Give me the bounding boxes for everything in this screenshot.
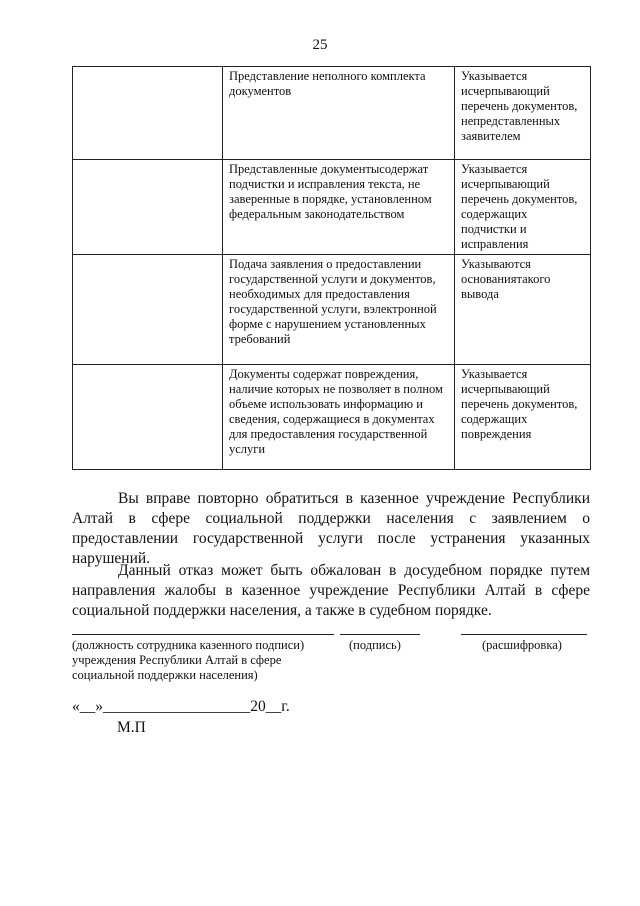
table-cell-reason: Представление неполного комплекта документов bbox=[223, 67, 455, 160]
page-number: 25 bbox=[312, 37, 328, 53]
table-cell-note: Указываются основаниятакого вывода bbox=[455, 255, 591, 365]
refusal-reasons-table bbox=[72, 66, 591, 470]
decode-signature-line bbox=[461, 634, 587, 635]
date-line: «__»___________________20__г. bbox=[72, 698, 290, 715]
signature-line bbox=[340, 634, 420, 635]
table-cell-note: Указывается исчерпывающий перечень документов, содержащих подчистки и исправления bbox=[455, 160, 591, 255]
position-signature-line bbox=[72, 634, 334, 635]
table-cell bbox=[73, 365, 223, 470]
table-row bbox=[73, 160, 591, 255]
table-cell bbox=[73, 67, 223, 160]
position-caption: (должность сотрудника казенного подписи) учреждения Республики Алтай в сфере социальной поддержки населения) bbox=[72, 638, 305, 682]
table-cell-reason: Подача заявления о предоставлении государственной услуги и документов, необходимых для предоставления государственной услуги, вэлектронной форме с нарушением установленных требований bbox=[223, 255, 455, 365]
table-cell-note: Указывается исчерпывающий перечень документов, содержащих повреждения bbox=[455, 365, 591, 470]
appeal-paragraph: Данный отказ может быть обжалован в досудебном порядке путем направления жалобы в казенное учреждение Республики Алтай в сфере социальной поддержки населения, а также в судебном порядке. bbox=[72, 562, 590, 619]
table-cell-note: Указывается исчерпывающий перечень документов, непредставленных заявителем bbox=[455, 67, 591, 160]
table-row bbox=[73, 255, 591, 365]
table-row bbox=[73, 67, 591, 160]
table-row bbox=[73, 365, 591, 470]
reapply-paragraph: Вы вправе повторно обратиться в казенное учреждение Республики Алтай в сфере социальной поддержки населения с заявлением о предоставлении государственной услуги после устранения указанных нарушений. bbox=[72, 490, 590, 567]
table-cell-reason: Представленные документысодержат подчистки и исправления текста, не заверенные в порядке, установленном федеральным законодательством bbox=[223, 160, 455, 255]
decode-caption: (расшифровка) bbox=[482, 638, 562, 652]
stamp-place: М.П bbox=[117, 719, 146, 736]
table-cell bbox=[73, 255, 223, 365]
table-cell bbox=[73, 160, 223, 255]
signature-caption: (подпись) bbox=[349, 638, 401, 652]
table-cell-reason: Документы содержат повреждения, наличие которых не позволяет в полном объеме использовать информацию и сведения, содержащиеся в документах для предоставления государственной услуги bbox=[223, 365, 455, 470]
